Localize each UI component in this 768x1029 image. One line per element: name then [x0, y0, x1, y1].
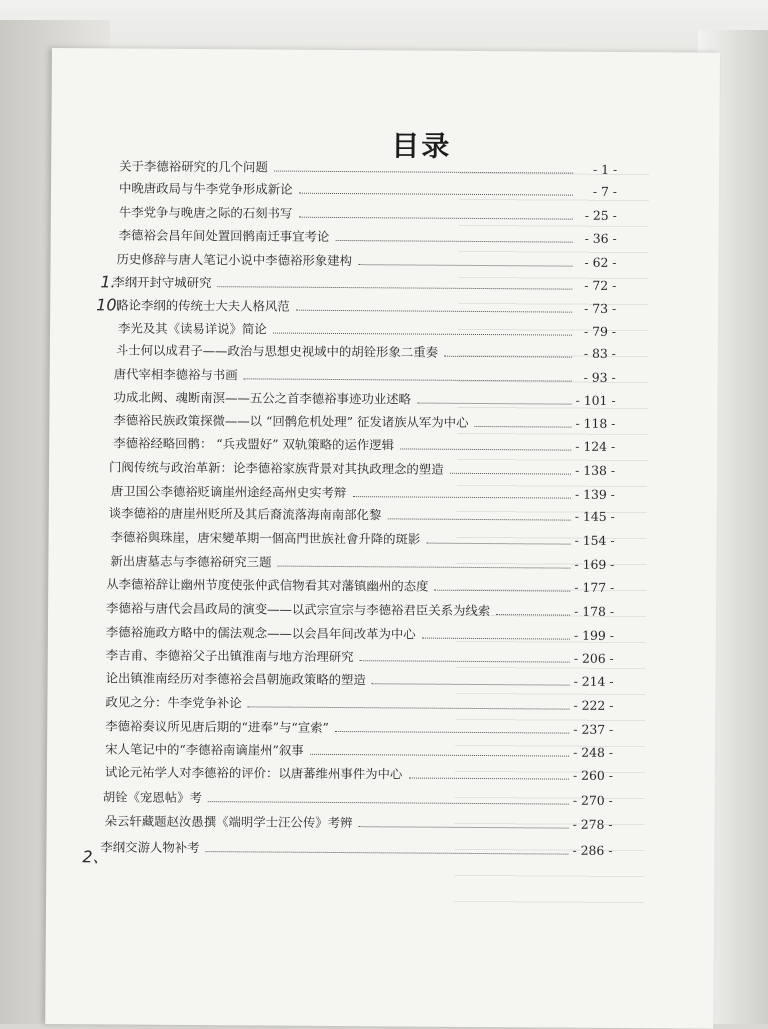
toc-entry-page: - 1 - [592, 161, 618, 177]
toc-entry [119, 202, 617, 225]
toc-entry [105, 692, 613, 716]
toc-entry [103, 787, 613, 811]
toc-entry-page: - 278 - [572, 816, 613, 832]
handwritten-mark: 2、 [82, 847, 109, 867]
dot-leader [400, 448, 571, 450]
toc-entry-page: - 206 - [573, 650, 614, 666]
toc-entry [119, 178, 617, 201]
toc-entry [100, 837, 612, 861]
toc-entry [112, 272, 616, 296]
toc-entry-page: - 138 - [575, 462, 616, 478]
dot-leader [496, 614, 570, 616]
dot-leader [444, 356, 572, 358]
document-page [45, 48, 720, 1029]
toc-entry-page: - 25 - [584, 207, 617, 223]
toc-entry-title: 从李德裕辞让幽州节度使张仲武信物看其对藩镇幽州的态度 [106, 576, 429, 594]
dot-leader [299, 193, 573, 196]
toc-entry [106, 622, 614, 646]
handwritten-mark: 1. [100, 272, 116, 292]
dot-leader [372, 683, 570, 685]
dot-leader [218, 286, 573, 289]
toc-entry-page: - 36 - [584, 230, 617, 246]
page-title: 目录 [391, 129, 452, 163]
toc-entry [111, 481, 615, 505]
toc-entry-page: - 169 - [574, 556, 615, 572]
toc-entry [106, 598, 614, 622]
toc-entry [114, 364, 616, 388]
dot-leader [422, 638, 570, 640]
toc-entry-title: 李德裕與珠崖，唐宋變革期一個高門世族社會升降的斑影 [110, 529, 421, 547]
toc-entry-title: 新出唐墓志与李德裕研究三题 [110, 553, 272, 570]
toc-entry-title: 论出镇淮南经历对李德裕会昌朝施政策略的塑造 [105, 670, 366, 688]
toc-entry-page: - 139 - [574, 486, 615, 502]
dot-leader [387, 518, 570, 520]
dot-leader [475, 426, 572, 428]
toc-entry [116, 295, 616, 318]
dot-leader [358, 264, 572, 266]
dot-leader [206, 851, 569, 855]
toc-entry-title: 宋人笔记中的“李德裕南谪崖州”叙事 [105, 741, 304, 758]
toc-entry-page: - 79 - [583, 323, 617, 339]
toc-entry-title: 李德裕奏议所见唐后期的“进奉”与“宣索” [105, 718, 329, 735]
toc-entry-page: - 178 - [574, 603, 615, 619]
dot-leader [417, 403, 571, 405]
dot-leader [298, 217, 572, 220]
toc-entry-title: 政见之分：牛李党争补论 [105, 694, 242, 711]
toc-entry-title: 功成北阙、魂断南溟——五公之首李德裕事迹功业述略 [113, 389, 411, 407]
toc-entry-page: - 248 - [573, 744, 614, 760]
toc-entry-page: - 72 - [584, 277, 617, 293]
toc-entry-title: 朵云轩藏题赵汝愚撰《端明学士汪公传》考辨 [104, 813, 353, 831]
toc-entry-page: - 199 - [573, 627, 614, 643]
toc-entry-title: 斗士何以成君子——政治与思想史视域中的胡铨形象二重奏 [115, 342, 439, 360]
toc-entry [113, 433, 615, 457]
dot-leader [274, 171, 573, 174]
dot-leader [208, 801, 569, 805]
toc-entry-title: 中晚唐政局与牛李党争形成新论 [118, 180, 293, 197]
dot-leader [278, 566, 571, 569]
table-of-contents [45, 48, 720, 1029]
toc-entry-title: 李吉甫、李德裕父子出镇淮南与地方治理研究 [105, 647, 354, 665]
toc-entry-page: - 286 - [572, 842, 613, 858]
toc-entry [105, 716, 613, 740]
toc-entry-title: 李纲交游人物补考 [100, 839, 200, 856]
toc-entry [113, 410, 615, 434]
dot-leader [360, 660, 570, 662]
toc-entry-title: 关于李德裕研究的几个问题 [119, 158, 268, 175]
toc-entry-page: - 214 - [573, 673, 614, 689]
toc-entry [111, 527, 615, 551]
toc-entry-title: 牛李党争与晚唐之际的石刻书写 [118, 204, 293, 221]
toc-entry-page: - 145 - [574, 508, 615, 524]
dot-leader [408, 778, 568, 780]
dot-leader [310, 754, 569, 757]
toc-entry-page: - 270 - [572, 792, 613, 808]
dot-leader [450, 473, 571, 475]
toc-entry-title: 李纲开封守城研究 [112, 274, 212, 291]
toc-entry [106, 668, 614, 692]
toc-entry [116, 249, 616, 272]
toc-entry [116, 340, 616, 363]
toc-entry-title: 唐代宰相李德裕与书画 [113, 366, 238, 383]
toc-entry-page: - 237 - [573, 721, 614, 737]
dot-leader [335, 240, 572, 243]
dot-leader [248, 706, 570, 709]
toc-entry-title: 门阀传统与政治革新：论李德裕家族背景对其执政理念的塑造 [109, 459, 444, 477]
toc-entry-title: 试论元祐学人对李德裕的评价：以唐蕃维州事件为中心 [104, 764, 403, 782]
toc-entry-page: - 222 - [573, 697, 614, 713]
dot-leader [296, 310, 572, 313]
toc-entry-title: 李德裕民族政策探微——以 “回鹘危机处理” 征发诸族从军为中心 [113, 412, 469, 430]
dot-leader [335, 731, 569, 734]
toc-entry [106, 645, 614, 669]
toc-entry-page: - 93 - [583, 369, 616, 385]
toc-entry-page: - 177 - [574, 579, 615, 595]
toc-entry-page: - 260 - [572, 767, 613, 783]
toc-entry-title: 李德裕施政方略中的儒法观念——以会昌年间改革为中心 [105, 624, 416, 642]
toc-entry [105, 811, 613, 835]
toc-entry-title: 谈李德裕的唐崖州贬所及其后裔流落海南南部化黎 [108, 505, 382, 523]
toc-entry-page: - 7 - [592, 183, 618, 199]
toc-entry [105, 762, 613, 786]
toc-entry [118, 318, 616, 341]
toc-entry-page: - 154 - [574, 532, 615, 548]
dot-leader [359, 826, 569, 828]
toc-entry-page: - 83 - [583, 345, 616, 361]
toc-entry-title: 历史修辞与唐人笔记小说中李德裕形象建构 [116, 251, 352, 269]
dot-leader [273, 333, 572, 336]
toc-entry [110, 551, 614, 575]
toc-entry-title: 唐卫国公李德裕贬谪崖州途经高州史实考辩 [110, 483, 347, 501]
toc-entry [106, 574, 614, 598]
toc-entry-page: - 62 - [584, 254, 617, 270]
dot-leader [435, 590, 571, 592]
dot-leader [426, 543, 570, 545]
toc-entry-page: - 124 - [575, 438, 616, 454]
toc-entry-page: - 118 - [575, 415, 616, 431]
toc-entry [109, 457, 615, 481]
toc-entry-title: 略论李纲的传统士大夫人格风范 [116, 297, 290, 314]
toc-entry-title: 李光及其《读易详说》简论 [117, 320, 267, 337]
toc-entry-title: 李德裕与唐代会昌政局的演变——以武宗宣宗与李德裕君臣关系为线索 [106, 600, 491, 619]
toc-entry [113, 387, 615, 411]
toc-entry [105, 739, 613, 763]
toc-entry [119, 225, 617, 248]
toc-entry [109, 503, 615, 527]
dot-leader [244, 378, 572, 381]
toc-entry-title: 李德裕经略回鹘： “兵戎盟好” 双轨策略的运作逻辑 [113, 435, 395, 453]
toc-entry-page: - 101 - [575, 392, 616, 408]
toc-entry-title: 胡铨《宠恩帖》考 [102, 789, 202, 806]
toc-entry-page: - 73 - [584, 300, 617, 316]
toc-entry [119, 156, 617, 179]
handwritten-mark: 10. [96, 295, 122, 315]
dot-leader [352, 496, 570, 499]
toc-entry-title: 李德裕会昌年间处置回鹘南迁事宜考论 [118, 227, 330, 244]
